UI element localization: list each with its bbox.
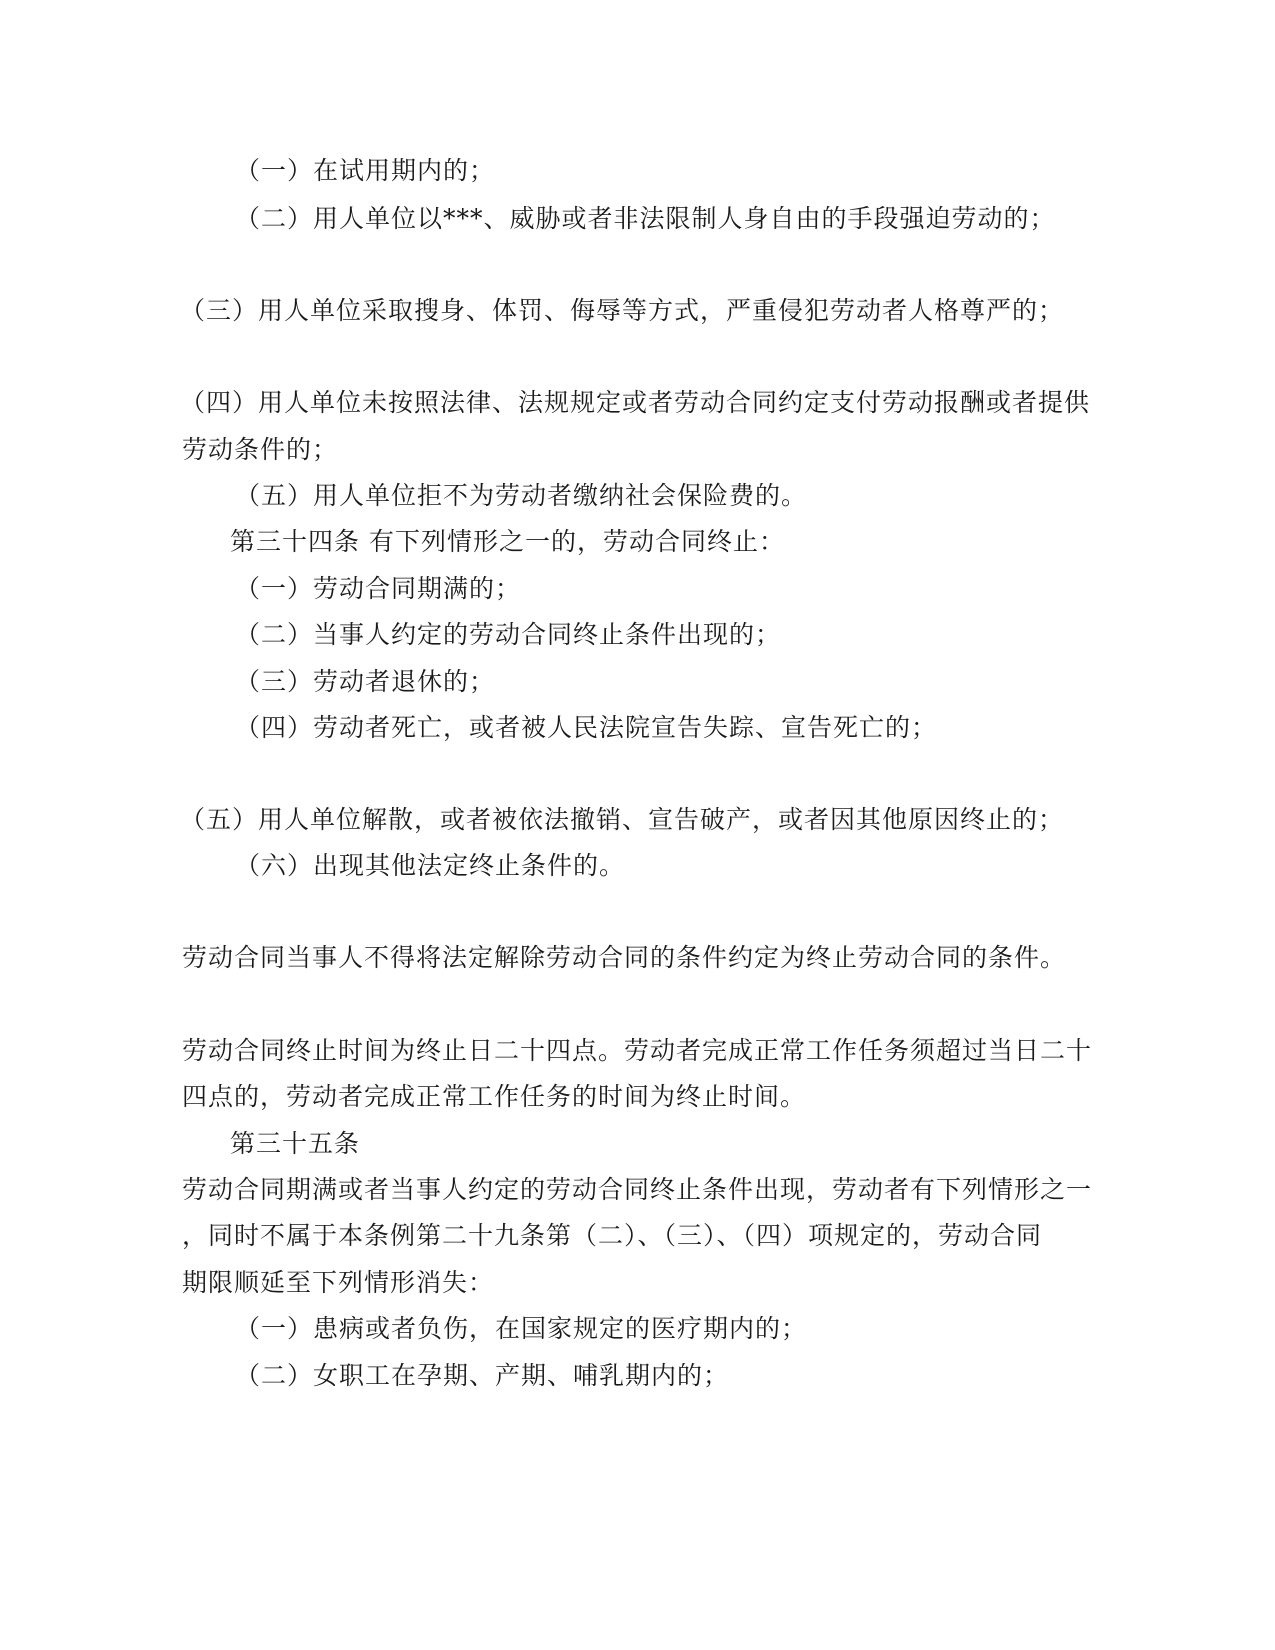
text-line: （四）劳动者死亡，或者被人民法院宣告失踪、宣告死亡的； (235, 713, 938, 742)
text-line: （五）用人单位拒不为劳动者缴纳社会保险费的。 (235, 481, 808, 510)
text-line: （一）劳动合同期满的； (235, 574, 522, 603)
text-line: ，同时不属于本条例第二十九条第（二）、（三）、（四）项规定的，劳动合同 (182, 1221, 1043, 1250)
text-line: （二）用人单位以***、威胁或者非法限制人身自由的手段强迫劳动的； (235, 204, 1056, 233)
text-line: （二）当事人约定的劳动合同终止条件出现的； (235, 620, 782, 649)
text-line: 劳动合同当事人不得将法定解除劳动合同的条件约定为终止劳动合同的条件。 (182, 943, 1067, 972)
text-line: （一）患病或者负伤，在国家规定的医疗期内的； (235, 1314, 808, 1343)
text-line: 劳动合同终止时间为终止日二十四点。劳动者完成正常工作任务须超过当日二十 (182, 1036, 1093, 1065)
text-line: （三）劳动者退休的； (235, 667, 496, 696)
text-line: （四）用人单位未按照法律、法规规定或者劳动合同约定支付劳动报酬或者提供 (180, 388, 1091, 417)
article-heading: 第三十四条 有下列情形之一的，劳动合同终止： (230, 527, 785, 556)
text-line: （三）用人单位采取搜身、体罚、侮辱等方式，严重侵犯劳动者人格尊严的； (180, 296, 1065, 325)
text-line: （二）女职工在孕期、产期、哺乳期内的； (235, 1361, 730, 1390)
text-line: 劳动条件的； (182, 435, 339, 464)
text-line: （一）在试用期内的； (235, 156, 496, 185)
text-line: （六）出现其他法定终止条件的。 (235, 851, 626, 880)
article-heading: 第三十五条 (230, 1129, 361, 1158)
text-line: 四点的，劳动者完成正常工作任务的时间为终止时间。 (182, 1082, 807, 1111)
text-line: 期限顺延至下列情形消失： (182, 1268, 495, 1297)
text-line: 劳动合同期满或者当事人约定的劳动合同终止条件出现，劳动者有下列情形之一 (182, 1175, 1093, 1204)
text-line: （五）用人单位解散，或者被依法撤销、宣告破产，或者因其他原因终止的； (180, 805, 1065, 834)
